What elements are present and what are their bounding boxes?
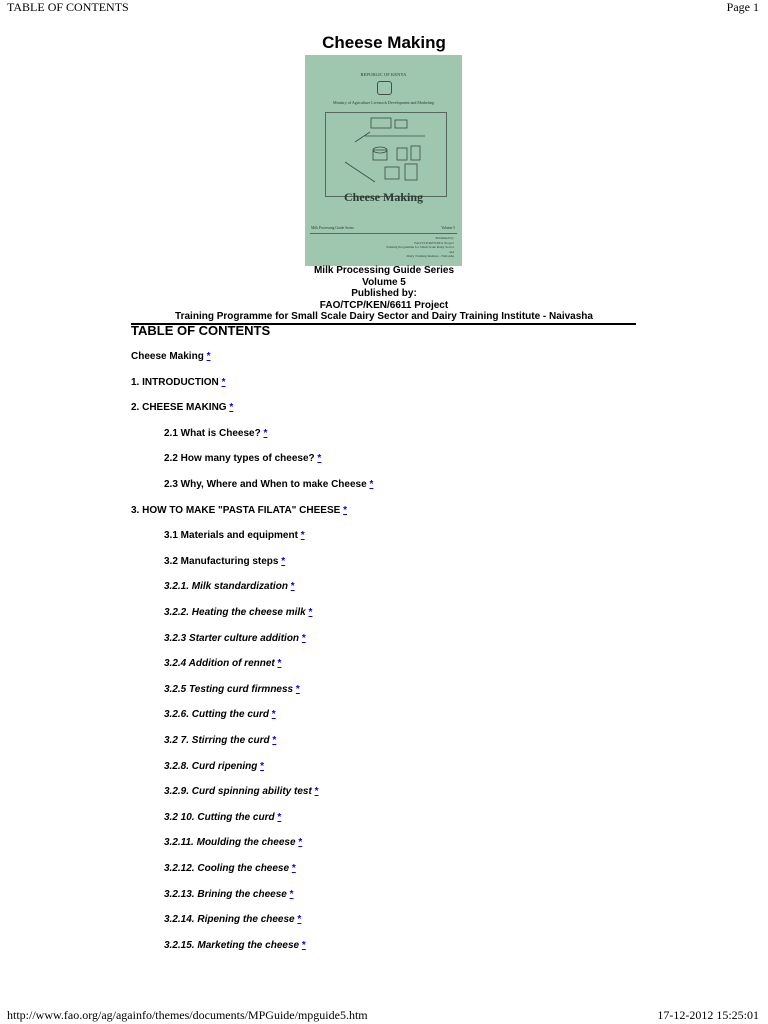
toc-entry-link[interactable]: * [314, 786, 319, 798]
toc-entry-label: Cheese Making [131, 351, 204, 362]
toc-entry-label: 2.1 What is Cheese? [164, 427, 261, 439]
toc-entry-link[interactable]: * [290, 581, 295, 593]
toc-entry [164, 556, 285, 567]
toc-entry-label: 1. INTRODUCTION [131, 376, 219, 388]
toc-entry [164, 530, 305, 541]
toc-entry [164, 786, 319, 797]
toc-entry-link[interactable]: * [301, 939, 306, 951]
publication-line: Milk Processing Guide Series [313, 265, 455, 276]
toc-entry [131, 505, 347, 516]
toc-entry-label: 3.2.8. Curd ripening [164, 760, 258, 772]
toc-entry-label: 3.2.3 Starter culture addition [164, 632, 300, 644]
toc-entry-link[interactable]: * [317, 453, 322, 465]
toc-entry-link[interactable]: * [260, 760, 265, 772]
toc-entry-label: 3.2.4 Addition of rennet [164, 658, 275, 670]
toc-entry-link[interactable]: * [295, 683, 300, 695]
cover-country: REPUBLIC OF KENYA [360, 72, 407, 77]
toc-entry [164, 709, 276, 720]
toc-entry-label: 2.3 Why, Where and When to make Cheese [164, 479, 367, 490]
toc-entry [164, 453, 321, 464]
toc-entry [164, 863, 296, 874]
publication-line: Training Programme for Small Scale Dairy Sector and Dairy Training Institute - Naivasha [175, 311, 593, 322]
toc-entry [164, 837, 302, 848]
cover-publisher-line: Training Programme for Small Scale Dairy Sector [385, 245, 454, 250]
toc-entry-label: 3.2 Manufacturing steps [164, 555, 279, 567]
toc-entry-link[interactable]: * [300, 530, 305, 542]
cover-title: Cheese Making [344, 190, 423, 204]
toc-entry-label: 2.2 How many types of cheese? [164, 453, 315, 465]
toc-entry [164, 658, 281, 669]
publication-line: Volume 5 [362, 276, 406, 288]
toc-entry-label: 2. CHEESE MAKING [131, 402, 227, 414]
toc-heading: TABLE OF CONTENTS [131, 323, 271, 338]
toc-entry-link[interactable]: * [206, 351, 211, 362]
toc-entry-label: 3. HOW TO MAKE "PASTA FILATA" CHEESE [131, 504, 341, 516]
toc-entry [131, 402, 233, 413]
toc-entry [164, 428, 267, 439]
toc-entry [164, 607, 312, 618]
toc-entry-label: 3.2.13. Brining the cheese [164, 888, 287, 900]
dairy-equipment-illustration [325, 112, 445, 195]
cover-volume: Volume 5 [441, 226, 455, 230]
toc-entry-link[interactable]: * [229, 402, 234, 414]
coat-of-arms-icon [377, 81, 392, 95]
toc-entry [164, 761, 264, 772]
print-page-number: Page 1 [726, 0, 759, 14]
cover-ministry: Ministry of Agriculture Livestock Development and Marketing [332, 100, 435, 105]
toc-entry-label: 3.2.1. Milk standardization [164, 581, 288, 593]
toc-entry-label: 3.2.12. Cooling the cheese [164, 863, 290, 874]
toc-entry-link[interactable]: * [272, 735, 277, 746]
cover-publisher-line: Published by: [435, 236, 454, 240]
toc-entry [164, 479, 373, 490]
toc-entry [131, 377, 225, 388]
toc-entry-label: 3.2.5 Testing curd firmness [164, 683, 294, 695]
toc-entry-label: 3.2 10. Cutting the curd [164, 811, 275, 823]
toc-entry [164, 633, 306, 644]
toc-entry-label: 3.1 Materials and equipment [164, 530, 298, 542]
print-footer-timestamp: 17-12-2012 15:25:01 [657, 1008, 759, 1022]
cover-publisher-line: FAO/TCP/KEN/6611 Project [414, 240, 454, 245]
toc-entry-link[interactable]: * [271, 709, 276, 721]
toc-entry-label: 3.2.14. Ripening the cheese [164, 914, 295, 926]
toc-entry-link[interactable]: * [297, 914, 302, 926]
toc-entry-link[interactable]: * [277, 658, 282, 670]
toc-entry [164, 735, 276, 746]
toc-entry [164, 940, 306, 951]
document-title: Cheese Making [322, 33, 446, 52]
cover-series: Milk Processing Guide Series [311, 226, 354, 230]
print-header-title: TABLE OF CONTENTS [7, 0, 129, 14]
toc-entry-link[interactable]: * [301, 632, 306, 644]
cover-divider [310, 233, 457, 234]
publication-line: Published by: [351, 288, 417, 299]
toc-entry-label: 3.2.9. Curd spinning ability test [164, 786, 312, 798]
publication-line: FAO/TCP/KEN/6611 Project [319, 299, 449, 311]
toc-entry-label: 3.2.6. Cutting the curd [164, 709, 270, 721]
toc-entry [164, 812, 281, 823]
toc-entry-link[interactable]: * [369, 479, 374, 490]
cover-publisher-line: and [449, 249, 454, 254]
cover-publisher [384, 236, 454, 259]
toc-entry-link[interactable]: * [291, 863, 296, 874]
print-footer-url: http://www.fao.org/ag/againfo/themes/documents/MPGuide/mpguide5.htm [7, 1008, 368, 1022]
toc-entry [131, 351, 211, 362]
toc-entry-link[interactable]: * [343, 504, 347, 516]
toc-entry [164, 684, 300, 695]
toc-entry-label: 3.2 7. Stirring the curd [164, 735, 270, 746]
toc-entry-link[interactable]: * [308, 607, 313, 618]
toc-entry-link[interactable]: * [289, 888, 294, 900]
toc-entry [164, 889, 294, 900]
toc-entry [164, 914, 301, 925]
toc-entry-link[interactable]: * [281, 555, 286, 567]
toc-entry-link[interactable]: * [277, 811, 282, 823]
toc-entry-link[interactable]: * [221, 376, 226, 388]
toc-entry-link[interactable]: * [298, 837, 303, 849]
cover-publisher-line: Dairy Training Institute - Naivasha [406, 254, 454, 259]
cover-image [305, 55, 462, 266]
toc-entry [164, 581, 295, 592]
toc-entry-link[interactable]: * [263, 427, 268, 439]
toc-entry-label: 3.2.11. Moulding the cheese [164, 837, 296, 849]
toc-entry-label: 3.2.2. Heating the cheese milk [164, 607, 306, 618]
toc-entry-label: 3.2.15. Marketing the cheese [164, 939, 300, 951]
